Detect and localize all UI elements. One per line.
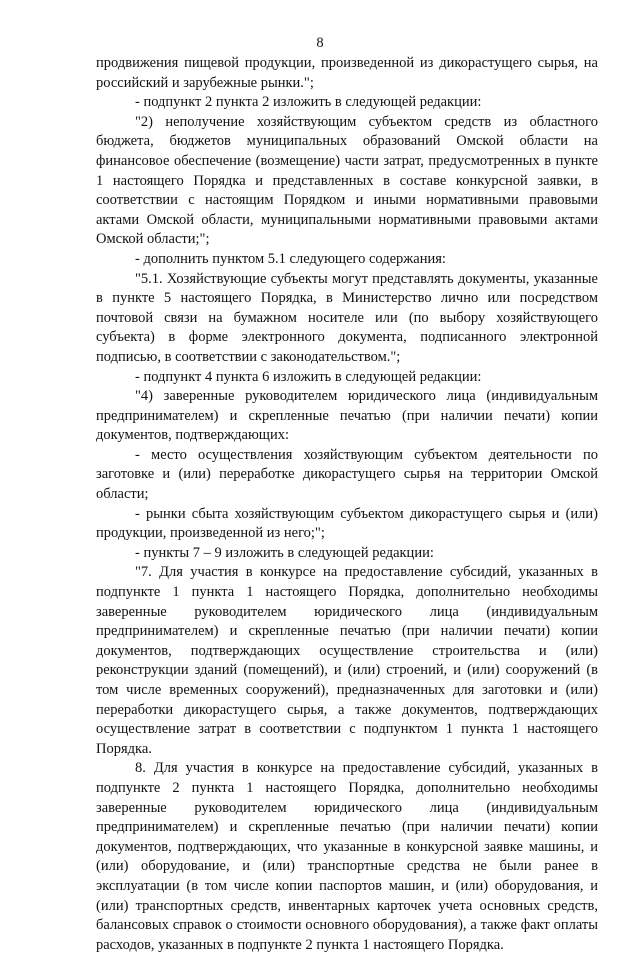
document-body — [96, 54, 598, 955]
paragraph-amendment-instruction: - подпункт 2 пункта 2 изложить в следующей редакции: — [135, 94, 482, 111]
paragraph-subitem-2: "2) неполучение хозяйствующим субъектом средств из областного бюджета, бюджетов муниципальных образований Омской области на финансовое обеспечение (возмещение) части затрат, предусмотренных в пункте 1 настоящего Порядка и представленных в составе конкурсной заявки, в соответствии с настоящим Порядком и иными нормативными правовыми актами Омской области, муниципальными нормативными правовыми актами Омской области;"; — [96, 113, 598, 248]
paragraph-subitem-4: "4) заверенные руководителем юридического лица (индивидуальным предпринимателем) и скрепленные печатью (при наличии печати) копии документов, подтверждающих: — [96, 388, 598, 444]
paragraph-item-8: 8. Для участия в конкурсе на предоставление субсидий, указанных в подпункте 2 пункта 1 настоящего Порядка, дополнительно необходимы заверенные руководителем юридического лица (индивидуальным предпринимателем) и скрепленные печатью (при наличии печати) копии документов, подтверждающих, что указанные в конкурсной заявке машины, и (или) оборудование, и (или) транспортные средства не были ранее в эксплуатации (в том числе копии паспортов машин, и (или) оборудования, и (или) транспортных средств, инвентарных карточек учета основных средств, балансовых справок о стоимости основного оборудования), а также факт оплаты расходов, указанных в подпункте 2 пункта 1 настоящего Порядка. — [96, 760, 598, 953]
paragraph-item-7: "7. Для участия в конкурсе на предоставление субсидий, указанных в подпункте 1 пункта 1 настоящего Порядка, дополнительно необходимы заверенные руководителем юридического лица (индивидуальным предпринимателем) и скрепленные печатью (при наличии печати) копии документов, подтверждающих осуществление строительства и (или) реконструкции зданий (помещений), и (или) строений, и (или) сооружений (в том числе временных сооружений), предназначенных для заготовки и (или) переработки дикорастущего сырья, а также документов, подтверждающих осуществление затрат в соответствии с подпунктом 1 пункта 1 настоящего Порядка. — [96, 564, 598, 757]
paragraph-item-5-1: "5.1. Хозяйствующие субъекты могут представлять документы, указанные в пункте 5 настоящего Порядка, в Министерство лично или посредством почтовой связи на бумажном носителе или (по выбору хозяйствующего субъекта) в форме электронного документа, подписанного электронной подписью, в соответствии с законодательством."; — [96, 270, 598, 365]
paragraph-continuation: продвижения пищевой продукции, произведенной из дикорастущего сырья, на российский и зарубежные рынки."; — [96, 55, 598, 91]
paragraph-list-item: - рынки сбыта хозяйствующим субъектом дикорастущего сырья и (или) продукции, произведенной из него;"; — [96, 505, 598, 542]
paragraph-list-item: - место осуществления хозяйствующим субъектом деятельности по заготовке и (или) переработке дикорастущего сырья на территории Омской области; — [96, 446, 598, 503]
page-number: 8 — [316, 35, 324, 51]
paragraph-amendment-instruction: - пункты 7 – 9 изложить в следующей редакции: — [135, 544, 434, 561]
paragraph-amendment-instruction: - подпункт 4 пункта 6 изложить в следующей редакции: — [135, 368, 482, 385]
paragraph-amendment-instruction: - дополнить пунктом 5.1 следующего содержания: — [135, 250, 446, 267]
